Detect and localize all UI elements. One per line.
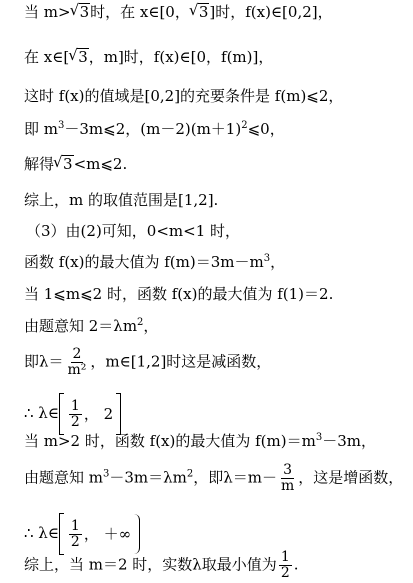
right-bracket xyxy=(116,393,121,435)
text-segment: ， ＋∞ xyxy=(83,525,132,543)
radicand: 3 xyxy=(79,3,90,21)
radicand: 3 xyxy=(78,48,88,66)
closed-interval xyxy=(59,393,121,435)
sqrt-expression xyxy=(71,2,91,22)
fraction xyxy=(279,463,296,494)
text-segment: 综上，当 m＝2 时，实数λ取最小值为 xyxy=(24,555,277,574)
text-segment: ⩽0， xyxy=(247,120,285,138)
text-segment: 即λ＝ xyxy=(24,352,64,371)
text-segment: <m⩽2. xyxy=(73,155,128,173)
solution-line-16 xyxy=(24,550,299,581)
solution-line-6: 综上，m 的取值范围是[1,2]. xyxy=(24,191,219,209)
solution-line-8 xyxy=(24,252,285,272)
denominator: 2 xyxy=(280,565,290,581)
exponent: 3 xyxy=(315,432,323,443)
numerator: 3 xyxy=(283,462,293,478)
numerator: 1 xyxy=(280,549,290,565)
solution-line-9: 当 1⩽m⩽2 时，函数 f(x)的最大值为 f(1)＝2. xyxy=(24,285,334,303)
text-segment: 函数 f(x)的最大值为 f(m)＝3m－m xyxy=(24,253,264,271)
text-segment: ， 2 xyxy=(83,405,114,423)
solution-line-12 xyxy=(24,393,121,435)
sqrt-expression xyxy=(54,154,74,174)
solution-line-11 xyxy=(24,347,271,378)
text-segment: ， xyxy=(143,317,159,335)
text-segment: 在 x∈[ xyxy=(24,48,70,66)
fraction xyxy=(69,519,82,550)
denominator: 2 xyxy=(70,533,80,550)
text-segment: 时，在 x∈[0， xyxy=(90,3,190,21)
solution-line-10 xyxy=(24,316,158,336)
solution-line-4 xyxy=(24,119,285,139)
text-segment: ∴ λ∈ xyxy=(24,524,59,542)
exponent: 3 xyxy=(103,468,110,480)
numerator: 2 xyxy=(72,346,82,362)
exponent: 3 xyxy=(263,253,271,264)
half-open-interval xyxy=(59,513,140,555)
text-segment: 当 m> xyxy=(24,3,71,21)
solution-line-7: （3）由(2)可知，0<m<1 时， xyxy=(26,222,241,240)
text-segment: ， xyxy=(270,253,286,271)
fraction xyxy=(279,550,292,581)
radicand: 3 xyxy=(63,155,73,173)
solution-line-5 xyxy=(24,154,127,174)
text-segment: ，即λ＝m－ xyxy=(193,468,277,487)
exponent: 2 xyxy=(186,468,194,480)
solution-line-15 xyxy=(24,513,140,555)
fraction xyxy=(66,347,89,378)
solution-line-3: 这时 f(x)的值域是[0,2]的充要条件是 f(m)⩽2， xyxy=(24,87,344,105)
solution-line-14 xyxy=(24,463,403,494)
solution-line-13 xyxy=(24,431,376,451)
denominator: 2 xyxy=(70,413,80,430)
text-segment: 解得 xyxy=(24,155,55,173)
text-segment: 由题意知 m xyxy=(24,468,103,487)
text-segment: ，这是增函数， xyxy=(298,468,404,487)
radicand: 3 xyxy=(198,3,209,21)
text-segment: 由题意知 2＝λm xyxy=(24,317,138,335)
sqrt-expression xyxy=(69,47,89,67)
text-segment: ]时，f(x)∈[0,2]， xyxy=(209,3,333,21)
text-segment: －3m， xyxy=(322,432,376,450)
numerator: 1 xyxy=(70,517,80,534)
solution-line-1 xyxy=(24,2,333,22)
text-segment: ，m]时，f(x)∈[0，f(m)]， xyxy=(88,48,274,66)
text-segment: ∴ λ∈ xyxy=(24,404,59,422)
text-segment: ，m∈[1,2]时这是减函数， xyxy=(90,352,272,371)
sqrt-expression xyxy=(190,2,210,22)
text-segment: －3m＝λm xyxy=(109,468,187,487)
fraction xyxy=(69,399,82,430)
solution-line-2 xyxy=(24,47,273,67)
denominator: m² xyxy=(67,362,87,378)
denominator: m xyxy=(280,478,295,494)
numerator: 1 xyxy=(70,397,80,414)
text-segment: 即 m xyxy=(24,120,58,138)
exponent: 3 xyxy=(58,120,65,131)
text-segment: －3m⩽2，(m－2)(m＋1) xyxy=(64,120,242,138)
exponent: 2 xyxy=(241,120,248,131)
text-segment: . xyxy=(293,555,299,574)
exponent: 2 xyxy=(137,317,144,328)
right-parenthesis xyxy=(134,514,140,554)
text-segment: 当 m>2 时，函数 f(x)的最大值为 f(m)＝m xyxy=(24,432,316,450)
